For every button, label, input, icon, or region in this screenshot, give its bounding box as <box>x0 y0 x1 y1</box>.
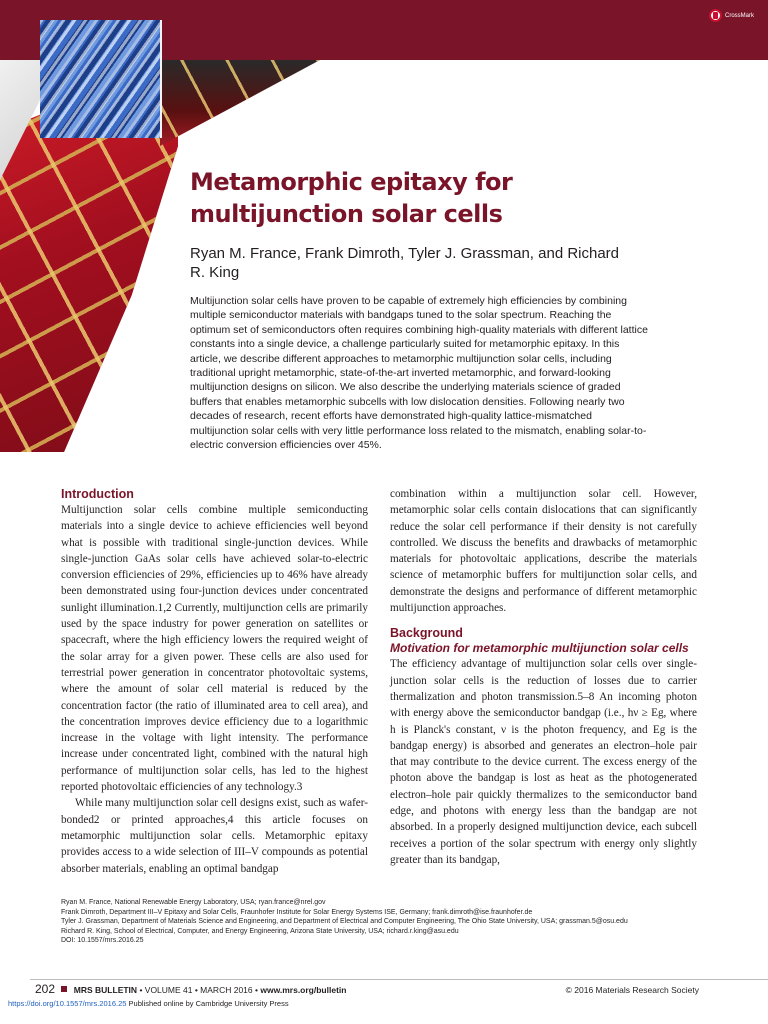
affiliation-line: Richard R. King, School of Electrical, Computer, and Energy Engineering, Arizona State University, USA; richard.r.king@asu.edu <box>61 927 459 935</box>
affiliation-line: Tyler J. Grassman, Department of Materials Science and Engineering, and Department of Electrical and Computer Engineering, The Ohio State University, USA; grassman.5@osu.edu <box>61 918 628 925</box>
crossmark-badge[interactable] <box>709 9 754 22</box>
square-icon <box>61 986 67 992</box>
author-list: Ryan M. France, Frank Dimroth, Tyler J. Grassman, and Richard R. King <box>190 245 620 281</box>
body-column-right <box>390 486 697 868</box>
copyright: © 2016 Materials Research Society <box>565 985 699 995</box>
crossmark-icon <box>709 9 722 22</box>
intro-paragraph-2-continued: combination within a multijunction solar cell. However, metamorphic solar cells contain dislocations that can significantly reduce the solar cell performance if their density is not carefully controlled. We discuss the benefits and drawbacks of metamorphic materials for photovoltaic applications, describe the materials science of metamorphic buffers for multijunction solar cells, and demonstrate the designs and performance of different metamorphic multijunction approaches. <box>390 488 697 615</box>
author-affiliations <box>61 898 701 946</box>
introduction-heading: Introduction <box>61 487 134 501</box>
motivation-heading: Motivation for metamorphic multijunction solar cells <box>390 641 689 656</box>
affiliation-line: Frank Dimroth, Department III–V Epitaxy and Solar Cells, Fraunhofer Institute for Solar Energy Systems ISE, Germany; frank.dimroth@ise.fraunhofer.de <box>61 908 533 916</box>
affiliation-line: Ryan M. France, National Renewable Energy Laboratory, USA; ryan.france@nrel.gov <box>61 899 326 906</box>
solar-cell-photo-upper <box>160 60 320 146</box>
doi-line: DOI: 10.1557/mrs.2016.25 <box>61 937 144 944</box>
abstract: Multijunction solar cells have proven to be capable of extremely high efficiencies by combining multiple semiconductor materials with bandgaps tuned to the solar spectrum. Reaching the optimum set of semiconductors often requires combining high-quality materials with different lattice constants into a single device, a challenge particularly suited for metamorphic epitaxy. In this article, we describe different approaches to metamorphic multijunction solar cells, including traditional upright metamorphic, state-of-the-art inverted metamorphic, and forward-looking multijunction designs on silicon. We also describe the underlying materials science of graded buffers that enables metamorphic subcells with low dislocation densities. Following nearly two decades of research, recent efforts have demonstrated high-quality lattice-mismatched multijunction solar cells with very little performance loss related to the mismatch, enabling solar-to-electric conversion efficiencies over 45%. <box>190 295 648 452</box>
doi-link[interactable]: https://doi.org/10.1557/mrs.2016.25 <box>8 999 127 1008</box>
journal-name: MRS BULLETIN <box>73 985 138 995</box>
background-heading: Background <box>390 626 463 641</box>
page-number: 202 <box>35 982 56 996</box>
solar-cell-closeup-photo <box>40 20 162 138</box>
motivation-paragraph-1: The efficiency advantage of multijunction solar cells over single-junction solar cells is the reduction of losses due to carrier thermalization and photon transmission.5–8 An incoming photon with energy above the semiconductor bandgap (i.e., hν ≥ Eg, where h is Planck's constant, ν is the photon frequency, and Eg is the bandgap energy) is absorbed and generates an electron–hole pair that may contribute to the device current. The excess energy of the photon above the bandgap is lost as heat as the photogenerated electron–hole pair quickly thermalizes to the semiconductor band edge, and photons with energy less than the bandgap are not absorbed. In a properly designed multijunction device, each subcell receives a portion of the solar spectrum with energy only slightly greater than its bandgap, <box>390 658 697 866</box>
publication-notice <box>8 999 508 1009</box>
footer-divider <box>30 979 768 980</box>
body-column-left <box>61 486 368 877</box>
intro-paragraph-1: Multijunction solar cells combine multiple semiconducting materials into a single device to achieve efficiencies well beyond what is possible with traditional single-junction devices. While single-junction GaAs solar cells have achieved solar-to-electric conversion efficiencies of 29%, efficiencies up to 46% have already been demonstrated using four-junction devices under concentrated sunlight illumination.1,2 Currently, multijunction cells are primarily used by the space industry for power generation on satellites or spacecraft, where the high efficiency lowers the required weight of the solar array for a given power. These cells are also used for terrestrial power generation in concentrator photovoltaic systems, where the amount of solar cell material is reduced by the concentration factor (the ratio of illuminated area to cell area), and the concentration improves device efficiency due to a logarithmic increase in the voltage with light intensity. The performance increase under concentrated light, combined with the natural high performance of multijunction solar cells, has led to the highest reported photovoltaic efficiencies of any technology.3 <box>61 504 368 794</box>
volume-info: • VOLUME 41 • MARCH 2016 • <box>139 985 258 995</box>
intro-paragraph-2: While many multijunction solar cell designs exist, such as wafer-bonded2 or printed approaches,4 this article focuses on metamorphic multijunction solar cells. Metamorphic epitaxy provides access to a wide selection of III–V compounds as potential absorber materials, enabling an optimal bandgap <box>61 797 368 875</box>
published-online-text: Published online by Cambridge University Press <box>128 999 289 1008</box>
journal-url[interactable]: www.mrs.org/bulletin <box>260 985 347 995</box>
page-footer <box>35 983 699 997</box>
article-title: Metamorphic epitaxy for multijunction solar cells <box>190 168 513 228</box>
crossmark-label: CrossMark <box>724 12 754 19</box>
